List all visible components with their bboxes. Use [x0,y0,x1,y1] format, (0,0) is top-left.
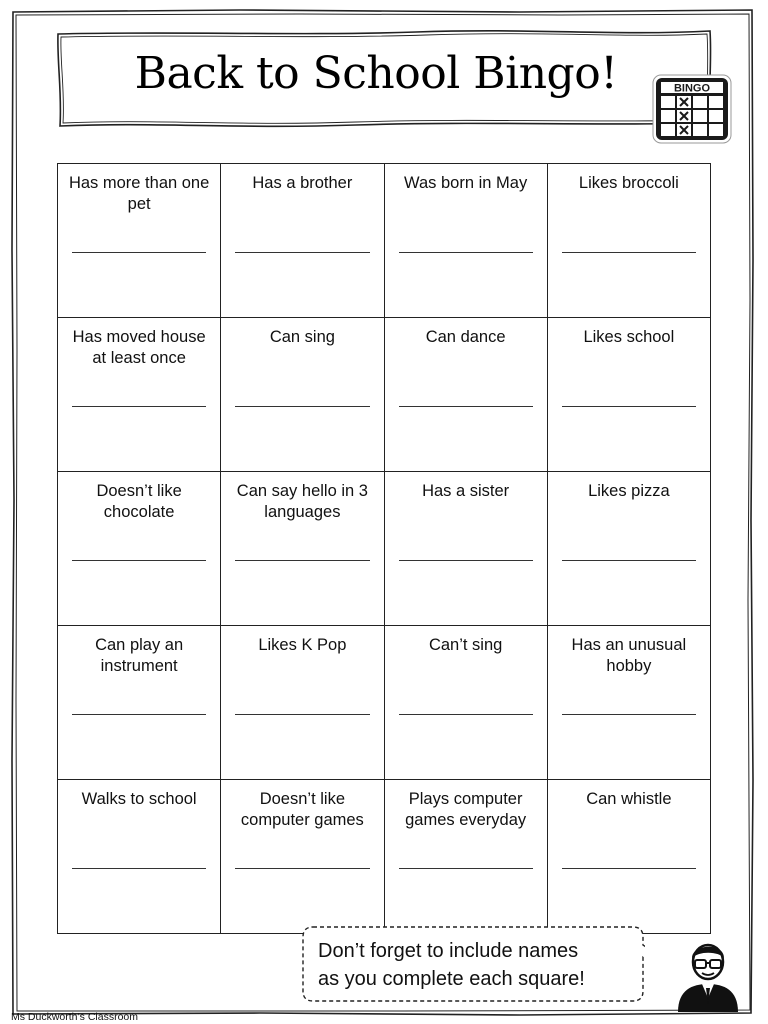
name-line [399,406,533,407]
square-prompt: Can say hello in 3 languages [236,482,368,521]
square-prompt: Doesn’t like computer games [240,790,364,829]
square-prompt: Can play an instrument [95,636,184,675]
bingo-square[interactable] [58,164,221,318]
bingo-square[interactable] [385,472,548,626]
teacher-icon [670,938,746,1012]
page-title: Back to School Bingo! [134,48,618,99]
square-prompt: Has more than one pet [68,174,210,213]
name-line [235,252,369,253]
reminder-line-2: as you complete each square! [318,968,585,990]
bingo-square[interactable] [548,626,711,780]
bingo-grid [57,163,711,934]
square-prompt: Doesn’t like chocolate [96,482,182,521]
name-line [562,406,696,407]
name-line [72,714,206,715]
bingo-square[interactable] [385,780,548,934]
square-prompt: Has a sister [422,482,510,500]
bingo-square[interactable] [548,780,711,934]
bingo-square[interactable] [548,318,711,472]
name-line [235,714,369,715]
bingo-square[interactable] [385,318,548,472]
square-prompt: Plays computer games everyday [405,790,527,829]
name-line [562,560,696,561]
square-prompt: Can whistle [586,790,672,808]
bingo-square[interactable] [221,780,384,934]
bingo-square[interactable] [58,318,221,472]
square-prompt: Was born in May [404,174,528,192]
square-prompt: Likes school [583,328,675,346]
name-line [399,252,533,253]
bingo-square[interactable] [385,626,548,780]
name-line [562,714,696,715]
name-line [235,868,369,869]
square-prompt: Likes broccoli [578,174,679,192]
bingo-square[interactable] [385,164,548,318]
bingo-square[interactable] [548,472,711,626]
bingo-square[interactable] [58,626,221,780]
bingo-square[interactable] [221,626,384,780]
square-prompt: Can dance [425,328,506,346]
bingo-card-icon [652,74,732,144]
name-line [235,560,369,561]
bingo-icon-label: BINGO [673,82,711,95]
name-line [72,406,206,407]
name-line [72,252,206,253]
square-prompt: Likes pizza [588,482,670,500]
bingo-square[interactable] [58,472,221,626]
bingo-square[interactable] [58,780,221,934]
square-prompt: Has moved house at least once [72,328,206,367]
name-line [562,252,696,253]
name-line [399,868,533,869]
name-line [399,560,533,561]
reminder-line-1: Don’t forget to include names [318,940,579,962]
name-line [399,714,533,715]
bingo-square[interactable] [221,472,384,626]
name-line [72,868,206,869]
bingo-square[interactable] [221,318,384,472]
square-prompt: Has an unusual hobby [571,636,687,675]
square-prompt: Likes K Pop [258,636,347,654]
square-prompt: Can sing [269,328,335,346]
name-line [562,868,696,869]
name-line [235,406,369,407]
footer-credit: Ms Duckworth’s Classroom [11,1011,138,1023]
reminder-text [318,937,648,993]
bingo-square[interactable] [221,164,384,318]
name-line [72,560,206,561]
square-prompt: Has a brother [252,174,353,192]
bingo-square[interactable] [548,164,711,318]
square-prompt: Walks to school [81,790,197,808]
square-prompt: Can’t sing [428,636,503,654]
